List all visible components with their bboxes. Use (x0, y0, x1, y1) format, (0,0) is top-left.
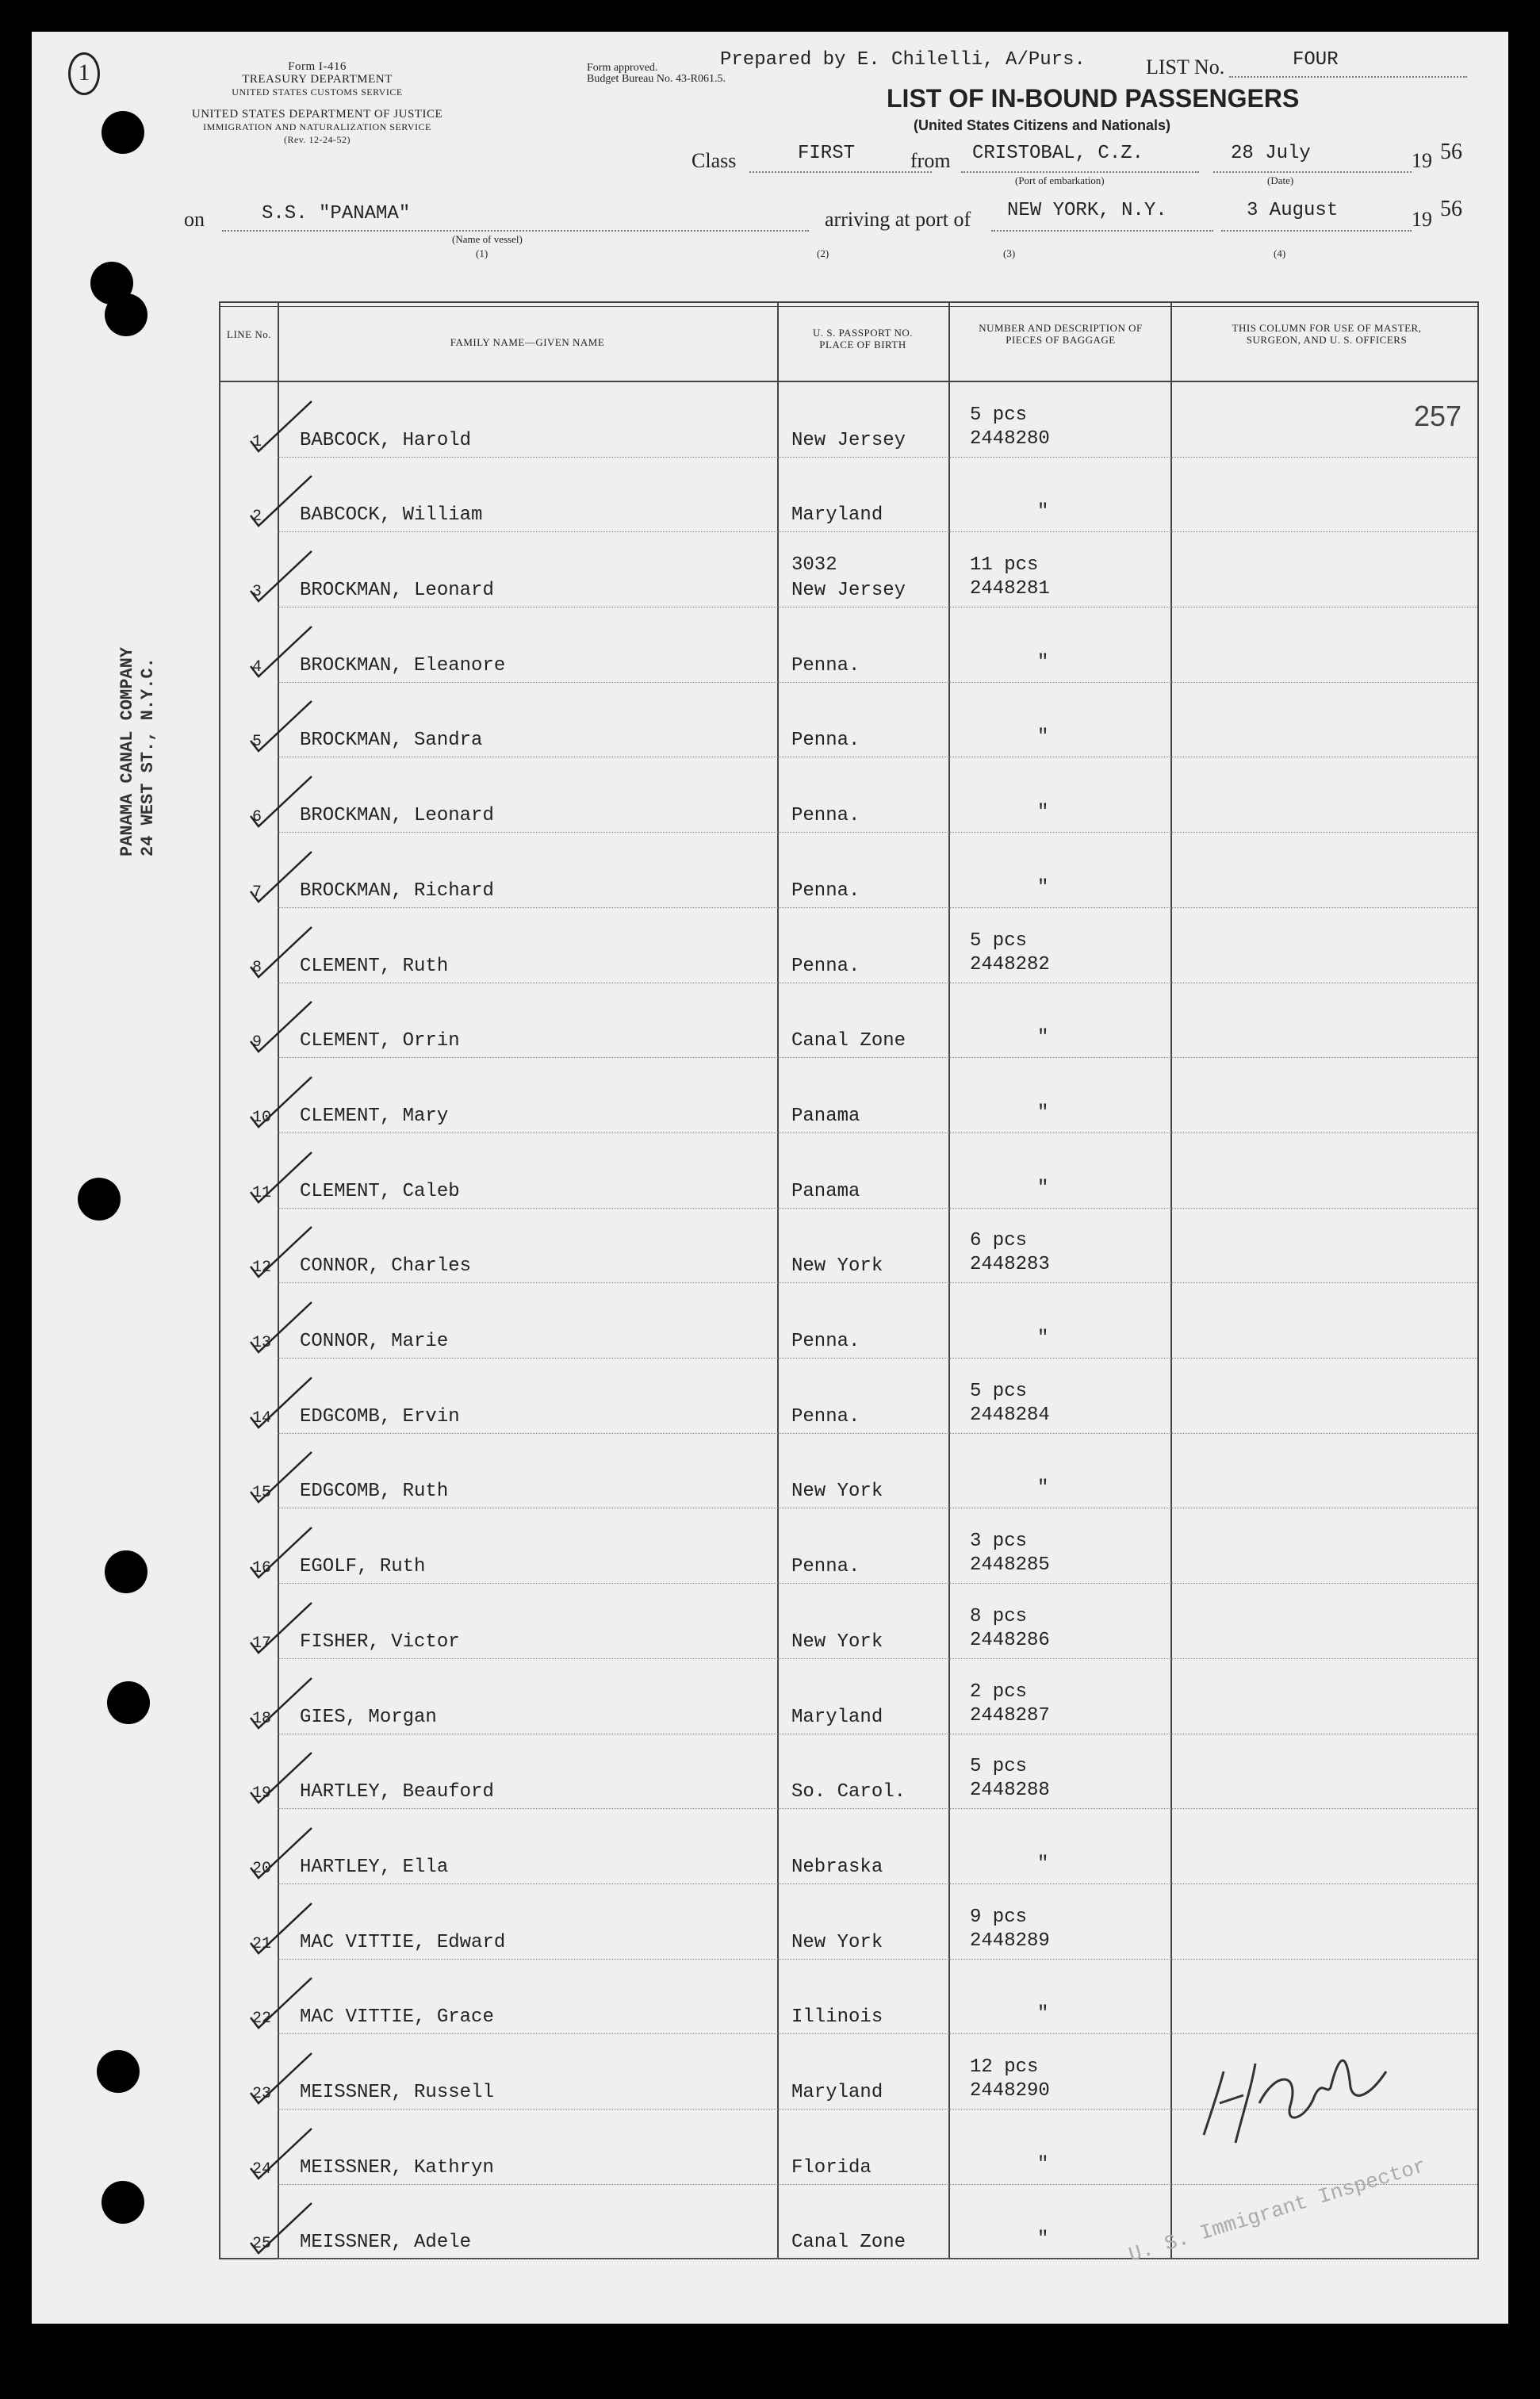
year-prefix-1: 19 (1412, 149, 1432, 172)
place-of-birth: Penna. (791, 1405, 860, 1428)
line-number: 20 (252, 1859, 272, 1878)
table-row (220, 1209, 1477, 1284)
arrival-date: 3 August (1247, 200, 1339, 221)
list-no-label: LIST No. (1146, 56, 1225, 79)
baggage-tag: " (1037, 2153, 1049, 2175)
corner-mark-text: 1 (78, 59, 90, 86)
baggage-tag: " (1037, 726, 1049, 749)
line-number: 6 (252, 808, 262, 827)
arrival-date-line (1221, 230, 1412, 232)
col-num-3: (3) (1003, 247, 1016, 259)
line-number: 13 (252, 1334, 272, 1353)
baggage-tag: 2448285 (970, 1554, 1050, 1577)
table-row (220, 1434, 1477, 1509)
passport-number: 3032 (791, 554, 837, 577)
place-of-birth: Illinois (791, 2006, 883, 2029)
header-officers: THIS COLUMN FOR USE OF MASTER, SURGEON, AND U. S. OFFICERS (1232, 322, 1422, 346)
table-row (220, 1809, 1477, 1884)
passenger-name: CLEMENT, Orrin (300, 1030, 460, 1052)
dept-line-4: IMMIGRATION AND NATURALIZATION SERVICE (203, 121, 431, 132)
baggage-tag: " (1037, 501, 1049, 523)
class-line (749, 171, 932, 173)
year-suffix-1: 56 (1440, 140, 1462, 164)
prepared-by: Prepared by E. Chilelli, A/Purs. (720, 49, 1086, 71)
list-no-line (1229, 76, 1467, 78)
dept-line-3: UNITED STATES DEPARTMENT OF JUSTICE (191, 108, 443, 121)
place-of-birth: Penna. (791, 1331, 860, 1353)
punch-hole (107, 1681, 150, 1724)
baggage-tag: 2448289 (970, 1930, 1050, 1952)
baggage-tag: 2448283 (970, 1254, 1050, 1276)
baggage-tag: 2448286 (970, 1629, 1050, 1651)
passenger-name: MEISSNER, Russell (300, 2082, 494, 2104)
place-of-birth: Penna. (791, 1556, 860, 1578)
place-of-birth: Maryland (791, 504, 883, 527)
place-of-birth: Nebraska (791, 1856, 883, 1878)
page-subtitle: (United States Citizens and Nationals) (914, 117, 1171, 133)
passenger-name: CLEMENT, Ruth (300, 955, 449, 977)
vessel-line (222, 230, 809, 232)
passenger-name: HARTLEY, Ella (300, 1856, 449, 1878)
passenger-name: EDGCOMB, Ervin (300, 1405, 460, 1428)
baggage-pieces: 12 pcs (970, 2056, 1039, 2079)
line-number: 4 (252, 657, 262, 676)
place-of-birth: Penna. (791, 730, 860, 752)
baggage-pieces: 5 pcs (970, 404, 1028, 426)
passenger-name: EDGCOMB, Ruth (300, 1481, 449, 1503)
table-row (220, 382, 1477, 458)
baggage-tag: " (1037, 1177, 1049, 1199)
baggage-tag: 2448282 (970, 953, 1050, 975)
punch-hole (102, 111, 144, 154)
vessel-caption: (Name of vessel) (452, 233, 523, 245)
table-row (220, 1058, 1477, 1133)
place-of-birth: New Jersey (791, 429, 906, 451)
line-number: 3 (252, 583, 262, 602)
passenger-table (219, 301, 1479, 2259)
punch-hole (102, 2181, 144, 2224)
line-number: 15 (252, 1484, 272, 1503)
passenger-name: BROCKMAN, Richard (300, 880, 494, 902)
passenger-name: BABCOCK, Harold (300, 429, 472, 451)
inspector-signature (1188, 2040, 1394, 2151)
table-row (220, 1584, 1477, 1659)
baggage-tag: 2448284 (970, 1404, 1050, 1426)
page-number: 257 (1414, 400, 1462, 432)
baggage-tag: " (1037, 1328, 1049, 1350)
place-of-birth: Panama (791, 1180, 860, 1202)
arriving-label: arriving at port of (825, 208, 971, 231)
place-of-birth: New Jersey (791, 580, 906, 602)
header-line-no: LINE No. (227, 328, 271, 340)
line-number: 5 (252, 733, 262, 752)
place-of-birth: Florida (791, 2156, 872, 2179)
place-of-birth: Penna. (791, 955, 860, 977)
dept-line-1: TREASURY DEPARTMENT (242, 73, 393, 86)
table-row (220, 1960, 1477, 2035)
passenger-name: EGOLF, Ruth (300, 1556, 426, 1578)
header-baggage: NUMBER AND DESCRIPTION OF PIECES OF BAGGAGE (979, 322, 1143, 346)
line-number: 16 (252, 1559, 272, 1578)
from-value: CRISTOBAL, C.Z. (972, 143, 1144, 164)
baggage-tag: " (1037, 1027, 1049, 1049)
place-of-birth: New York (791, 1255, 883, 1278)
line-number: 21 (252, 1934, 272, 1953)
place-of-birth: Canal Zone (791, 1030, 906, 1052)
date-depart: 28 July (1231, 143, 1311, 164)
table-row (220, 683, 1477, 758)
from-line (961, 171, 1199, 173)
col-num-1: (1) (476, 247, 488, 259)
passenger-name: FISHER, Victor (300, 1631, 460, 1653)
passenger-name: BABCOCK, William (300, 504, 483, 527)
side-stamp-line-2: 24 WEST ST., N.Y.C. (138, 657, 158, 857)
passenger-name: BROCKMAN, Eleanore (300, 654, 506, 676)
passenger-name: MAC VITTIE, Edward (300, 1931, 506, 1953)
table-row (220, 1884, 1477, 1960)
vessel-value: S.S. "PANAMA" (262, 203, 411, 224)
year-prefix-2: 19 (1412, 208, 1432, 231)
table-row (220, 758, 1477, 834)
table-row (220, 607, 1477, 683)
baggage-pieces: 5 pcs (970, 929, 1028, 952)
place-of-birth: New York (791, 1931, 883, 1953)
passenger-name: HARTLEY, Beauford (300, 1781, 494, 1803)
side-stamp-line-1: PANAMA CANAL COMPANY (117, 646, 137, 857)
line-number: 9 (252, 1033, 262, 1052)
baggage-tag: " (1037, 651, 1049, 673)
dept-line-2: UNITED STATES CUSTOMS SERVICE (232, 86, 403, 98)
line-number: 10 (252, 1108, 272, 1127)
side-stamp (117, 647, 159, 857)
punch-hole (78, 1178, 121, 1221)
baggage-tag: " (1037, 1477, 1049, 1500)
line-number: 14 (252, 1408, 272, 1428)
baggage-tag: " (1037, 876, 1049, 899)
table-row (220, 458, 1477, 533)
line-number: 22 (252, 2010, 272, 2029)
baggage-tag: 2448287 (970, 1704, 1050, 1726)
passenger-name: CONNOR, Charles (300, 1255, 472, 1278)
place-of-birth: Maryland (791, 1706, 883, 1728)
place-of-birth: Penna. (791, 805, 860, 827)
place-of-birth: New York (791, 1631, 883, 1653)
corner-mark (68, 52, 100, 95)
line-number: 23 (252, 2085, 272, 2104)
place-of-birth: Penna. (791, 880, 860, 902)
line-number: 19 (252, 1784, 272, 1803)
passenger-name: CONNOR, Marie (300, 1331, 449, 1353)
year-suffix-2: 56 (1440, 197, 1462, 221)
table-row (220, 532, 1477, 607)
line-number: 11 (252, 1183, 272, 1202)
punch-hole (97, 2050, 140, 2093)
baggage-tag: " (1037, 802, 1049, 824)
place-of-birth: Maryland (791, 2082, 883, 2104)
table-row (220, 1283, 1477, 1359)
baggage-pieces: 3 pcs (970, 1531, 1028, 1553)
baggage-tag: " (1037, 2228, 1049, 2251)
passenger-name: MEISSNER, Kathryn (300, 2156, 494, 2179)
baggage-tag: 2448288 (970, 1780, 1050, 1802)
header-name: FAMILY NAME—GIVEN NAME (450, 336, 605, 348)
table-row (220, 1509, 1477, 1585)
passenger-name: BROCKMAN, Sandra (300, 730, 483, 752)
baggage-pieces: 5 pcs (970, 1756, 1028, 1778)
passenger-name: CLEMENT, Mary (300, 1105, 449, 1127)
revision: (Rev. 12-24-52) (283, 134, 351, 145)
class-label: Class (691, 149, 737, 172)
table-row (220, 1734, 1477, 1810)
form-approved: Form approved. (587, 62, 658, 74)
passenger-name: MAC VITTIE, Grace (300, 2006, 494, 2029)
baggage-tag: 2448280 (970, 427, 1050, 450)
baggage-pieces: 9 pcs (970, 1906, 1028, 1928)
punch-hole (105, 1550, 147, 1593)
header-passport: U. S. PASSPORT NO. PLACE OF BIRTH (813, 327, 913, 351)
baggage-tag: 2448281 (970, 578, 1050, 600)
baggage-pieces: 2 pcs (970, 1680, 1028, 1703)
place-of-birth: So. Carol. (791, 1781, 906, 1803)
passenger-name: BROCKMAN, Leonard (300, 805, 494, 827)
baggage-pieces: 6 pcs (970, 1230, 1028, 1252)
place-of-birth: Panama (791, 1105, 860, 1127)
passenger-name: CLEMENT, Caleb (300, 1180, 460, 1202)
line-number: 18 (252, 1709, 272, 1728)
place-of-birth: Canal Zone (791, 2232, 906, 2254)
port-embark-caption: (Port of embarkation) (1015, 174, 1105, 186)
table-row (220, 1359, 1477, 1434)
inspector-stamp: U. S. Immigrant Inspector (1126, 2153, 1429, 2267)
passenger-name: GIES, Morgan (300, 1706, 437, 1728)
line-number: 24 (252, 2159, 272, 2179)
list-no-value: FOUR (1293, 49, 1339, 71)
passenger-name: BROCKMAN, Leonard (300, 580, 494, 602)
table-row (220, 833, 1477, 908)
on-label: on (184, 208, 205, 231)
passenger-name: MEISSNER, Adele (300, 2232, 472, 2254)
line-number: 8 (252, 958, 262, 977)
table-row (220, 983, 1477, 1059)
baggage-tag: " (1037, 1853, 1049, 1875)
form-id: Form I-416 (288, 60, 347, 73)
arrival-port-line (991, 230, 1213, 232)
line-number: 12 (252, 1259, 272, 1278)
baggage-tag: 2448290 (970, 2080, 1050, 2102)
table-row (220, 1659, 1477, 1734)
arrival-port: NEW YORK, N.Y. (1007, 200, 1167, 221)
class-value: FIRST (798, 143, 856, 164)
punch-hole (105, 293, 147, 336)
budget-bureau: Budget Bureau No. 43-R061.5. (587, 73, 726, 85)
line-number: 1 (252, 432, 262, 451)
baggage-tag: " (1037, 1102, 1049, 1124)
date-line-1 (1213, 171, 1412, 173)
place-of-birth: New York (791, 1481, 883, 1503)
baggage-pieces: 5 pcs (970, 1380, 1028, 1402)
date-caption: (Date) (1267, 174, 1294, 186)
col-num-2: (2) (817, 247, 829, 259)
from-label: from (910, 149, 951, 172)
page-title: LIST OF IN-BOUND PASSENGERS (887, 84, 1300, 113)
baggage-pieces: 11 pcs (970, 554, 1039, 577)
table-row (220, 908, 1477, 983)
line-number: 17 (252, 1634, 272, 1653)
table-row (220, 1133, 1477, 1209)
line-number: 2 (252, 508, 262, 527)
line-number: 25 (252, 2235, 272, 2254)
col-num-4: (4) (1274, 247, 1286, 259)
baggage-tag: " (1037, 2003, 1049, 2025)
baggage-pieces: 8 pcs (970, 1605, 1028, 1627)
agency-block (159, 60, 476, 146)
place-of-birth: Penna. (791, 654, 860, 676)
line-number: 7 (252, 883, 262, 902)
manifest-page (32, 32, 1508, 2324)
